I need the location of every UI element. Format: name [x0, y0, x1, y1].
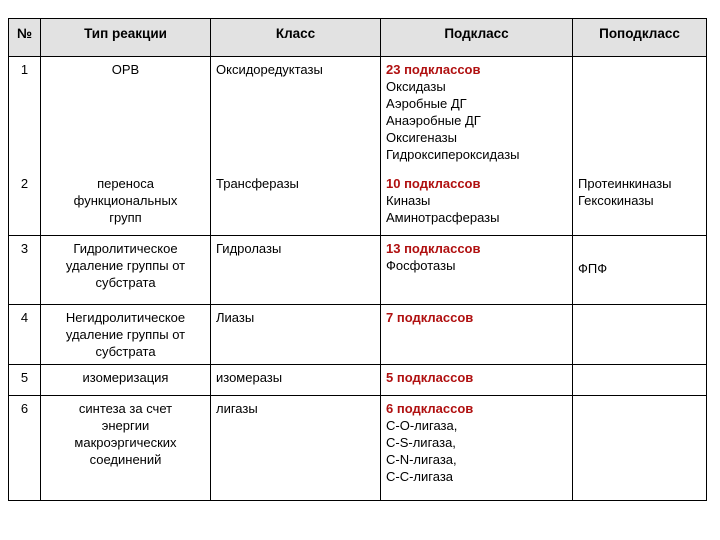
header-reaction-type: Тип реакции — [41, 19, 211, 57]
subsubclass-cell — [573, 236, 707, 305]
subsubclass-item: Гексокиназы — [578, 193, 654, 208]
header-class: Класс — [211, 19, 381, 57]
subclass-cell — [381, 365, 573, 396]
header-subclass: Подкласс — [381, 19, 573, 57]
reaction-type-cell — [41, 173, 211, 236]
subclass-item: Аминотрасферазы — [386, 210, 500, 225]
table-row — [9, 236, 707, 305]
subclass-item: Фосфотазы — [386, 258, 456, 273]
subsubclass-cell — [573, 57, 707, 174]
reaction-type-line: функциональных — [73, 193, 178, 208]
subsubclass-cell — [573, 305, 707, 365]
table-row — [9, 173, 707, 236]
subsubclass-cell — [573, 396, 707, 501]
reaction-type-line: Негидролитическое — [65, 310, 186, 325]
subclass-item: Киназы — [386, 193, 431, 208]
subclass-cell — [381, 305, 573, 365]
reaction-type-line: субстрата — [95, 275, 156, 290]
enzyme-classification-table-container — [8, 18, 706, 501]
reaction-type-line: групп — [109, 210, 142, 225]
subclass-count: 6 подклассов — [386, 401, 474, 416]
subsubclass-item: Протеинкиназы — [578, 176, 672, 191]
reaction-type-line: переноса — [97, 176, 154, 191]
subclass-item: С-С-лигаза — [386, 469, 454, 484]
subclass-item: Оксидазы — [386, 79, 446, 94]
reaction-type-line: энергии — [101, 418, 150, 433]
subsubclass-item: ФПФ — [578, 261, 608, 276]
header-number: № — [9, 19, 41, 57]
row-number: 5 — [9, 365, 41, 396]
reaction-type-cell — [41, 365, 211, 396]
reaction-type-cell — [41, 305, 211, 365]
reaction-type-cell — [41, 236, 211, 305]
row-number: 1 — [9, 57, 41, 174]
reaction-type-line: ОРВ — [111, 62, 140, 77]
subclass-count: 10 подклассов — [386, 176, 481, 191]
table-row — [9, 396, 707, 501]
row-number: 6 — [9, 396, 41, 501]
subclass-item: C-S-лигаза, — [386, 435, 456, 450]
class-cell: Оксидоредуктазы — [211, 57, 381, 174]
reaction-type-line: удаление группы от — [65, 327, 186, 342]
reaction-type-line: изомеризация — [82, 370, 169, 385]
reaction-type-line: синтеза за счет — [78, 401, 173, 416]
subclass-count: 5 подклассов — [386, 370, 474, 385]
reaction-type-line: удаление группы от — [65, 258, 186, 273]
header-subsubclass: Поподкласс — [573, 19, 707, 57]
class-cell: Трансферазы — [211, 173, 381, 236]
reaction-type-line: соединений — [89, 452, 162, 467]
subclass-count: 7 подклассов — [386, 310, 474, 325]
subclass-item: Анаэробные ДГ — [386, 113, 481, 128]
subclass-count: 13 подклассов — [386, 241, 481, 256]
subclass-item: Оксигеназы — [386, 130, 457, 145]
subclass-cell — [381, 173, 573, 236]
subclass-item: С-О-лигаза, — [386, 418, 458, 433]
subclass-item: Аэробные ДГ — [386, 96, 467, 111]
class-cell: изомеразы — [211, 365, 381, 396]
subclass-cell — [381, 236, 573, 305]
subsubclass-cell — [573, 365, 707, 396]
subclass-count: 23 подклассов — [386, 62, 481, 77]
class-cell: Гидролазы — [211, 236, 381, 305]
class-cell: лигазы — [211, 396, 381, 501]
reaction-type-line: Гидролитическое — [73, 241, 178, 256]
table-row — [9, 365, 707, 396]
subclass-item: Гидроксипероксидазы — [386, 147, 520, 162]
row-number: 2 — [9, 173, 41, 236]
row-number: 3 — [9, 236, 41, 305]
subclass-item: C-N-лигаза, — [386, 452, 457, 467]
reaction-type-line: макроэргических — [74, 435, 177, 450]
table-row — [9, 305, 707, 365]
row-number: 4 — [9, 305, 41, 365]
reaction-type-cell — [41, 396, 211, 501]
subclass-cell — [381, 57, 573, 174]
table-row — [9, 57, 707, 174]
subclass-cell — [381, 396, 573, 501]
reaction-type-line: субстрата — [95, 344, 156, 359]
reaction-type-cell — [41, 57, 211, 174]
header-row — [9, 19, 707, 57]
enzyme-classification-table — [8, 18, 707, 501]
subsubclass-cell — [573, 173, 707, 236]
class-cell: Лиазы — [211, 305, 381, 365]
